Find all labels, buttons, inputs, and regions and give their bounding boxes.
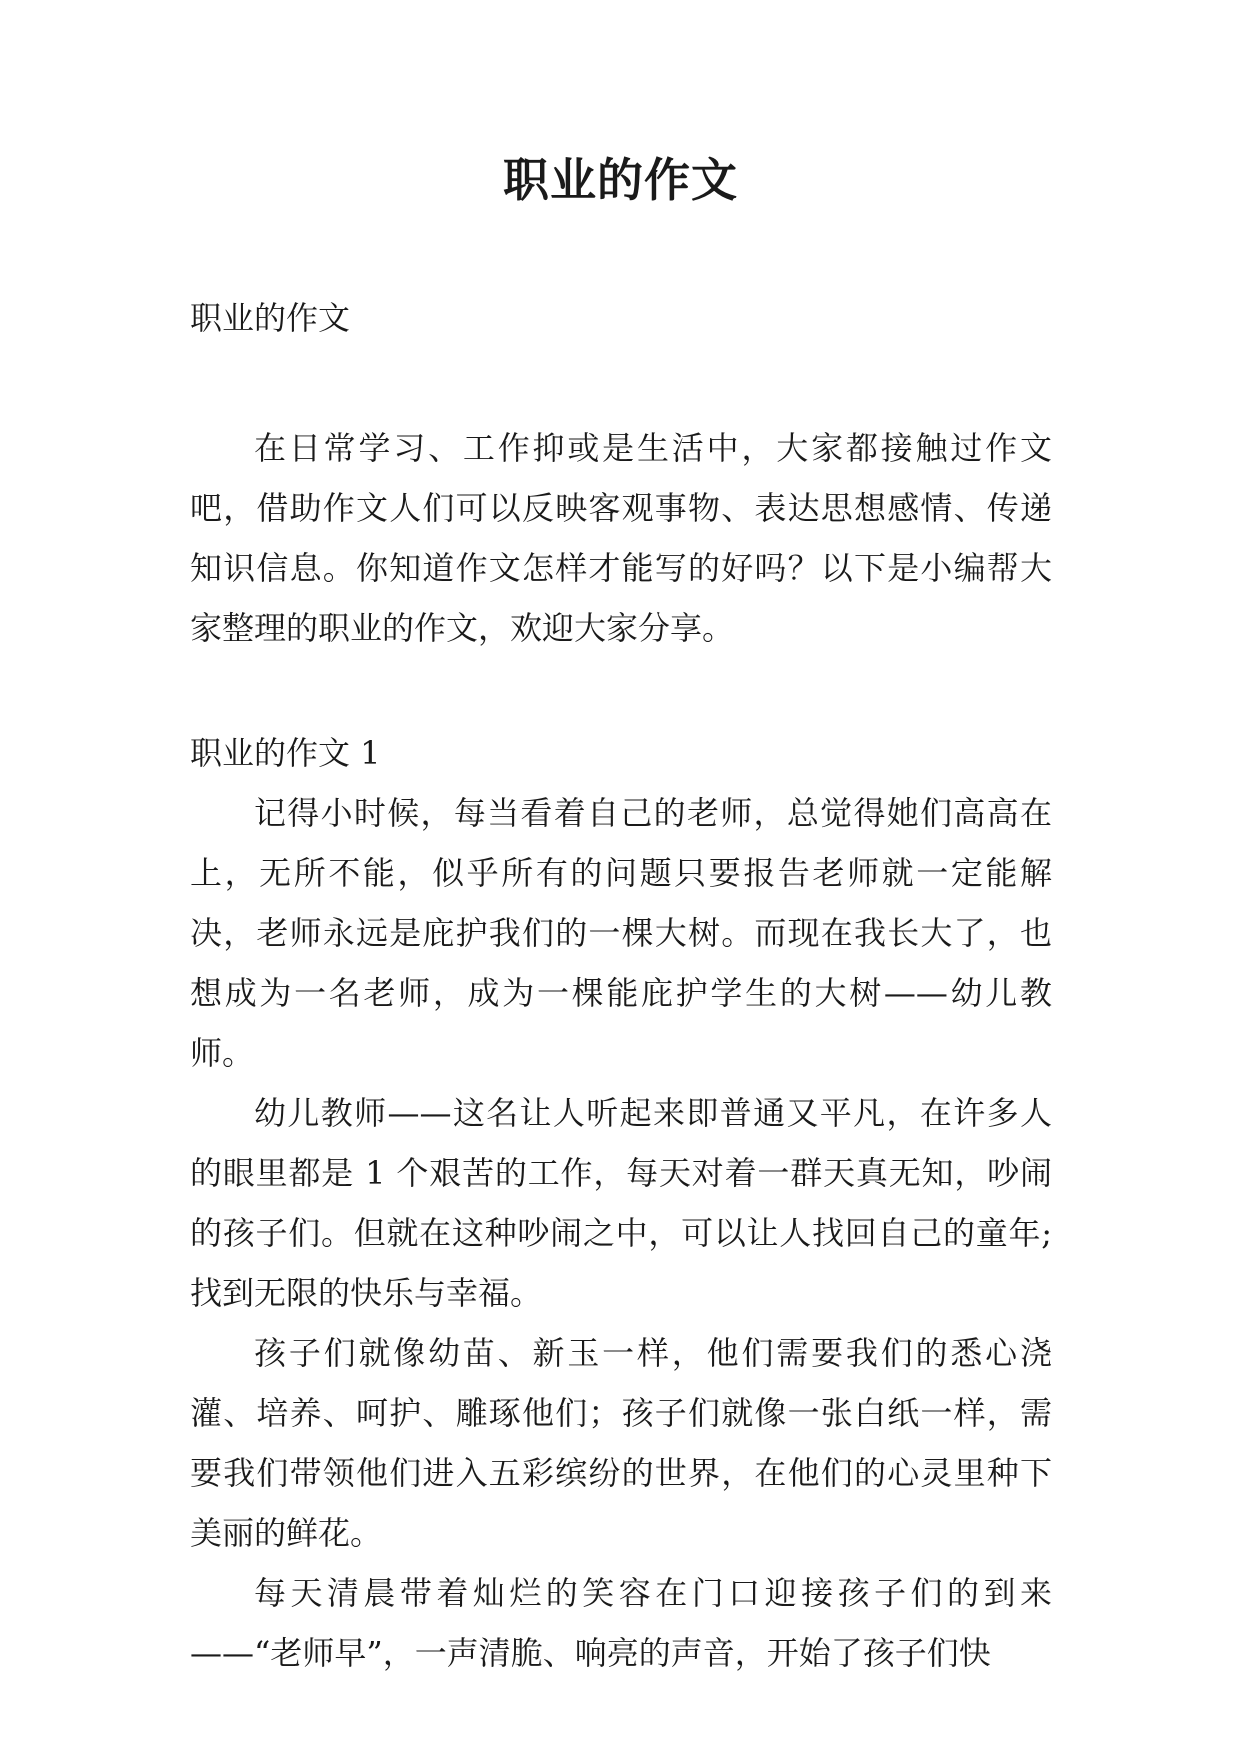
spacer bbox=[190, 348, 1052, 418]
body-paragraph: 记得小时候，每当看着自己的老师，总觉得她们高高在上，无所不能，似乎所有的问题只要报告老师就一定能解决，老师永远是庇护我们的一棵大树。而现在我长大了，也想成为一名老师，成为一棵能庇护学生的大树——幼儿教师。 bbox=[190, 794, 1052, 1072]
body-paragraph: 孩子们就像幼苗、新玉一样，他们需要我们的悉心浇灌、培养、呵护、雕琢他们；孩子们就像一张白纸一样，需要我们带领他们进入五彩缤纷的世界，在他们的心灵里种下美丽的鲜花。 bbox=[190, 1334, 1052, 1552]
intro-paragraph: 在日常学习、工作抑或是生活中，大家都接触过作文吧，借助作文人们可以反映客观事物、表达思想感情、传递知识信息。你知道作文怎样才能写的好吗？以下是小编帮大家整理的职业的作文，欢迎大家分享。 bbox=[190, 429, 1052, 647]
body-paragraph: 幼儿教师——这名让人听起来即普通又平凡，在许多人的眼里都是 1 个艰苦的工作，每天对着一群天真无知，吵闹的孩子们。但就在这种吵闹之中，可以让人找回自己的童年;找到无限的快乐与幸福。 bbox=[190, 1094, 1052, 1312]
document-body bbox=[190, 288, 1052, 1683]
document-subtitle: 职业的作文 bbox=[190, 299, 351, 337]
spacer bbox=[190, 658, 1052, 723]
section-heading: 职业的作文 1 bbox=[190, 734, 381, 772]
document-title: 职业的作文 bbox=[503, 153, 738, 207]
body-paragraph: 每天清晨带着灿烂的笑容在门口迎接孩子们的到来——“老师早”，一声清脆、响亮的声音，开始了孩子们快 bbox=[190, 1574, 1052, 1672]
